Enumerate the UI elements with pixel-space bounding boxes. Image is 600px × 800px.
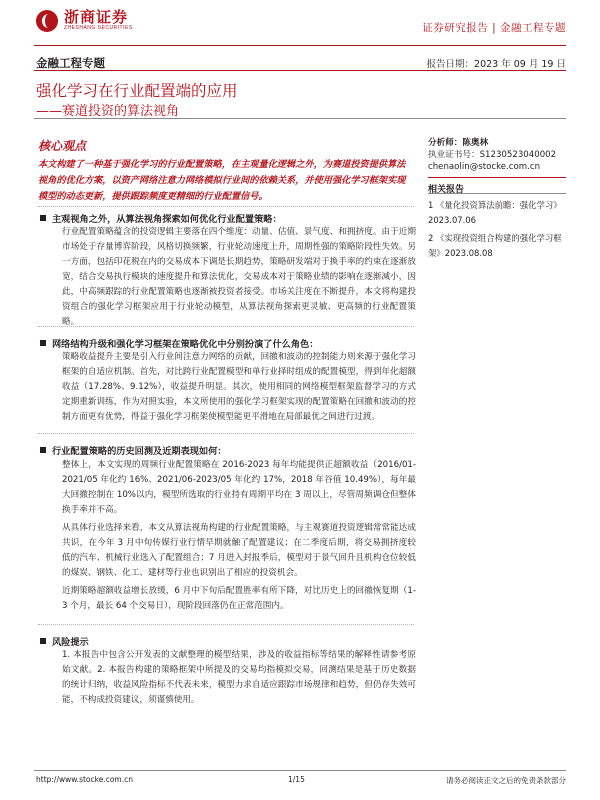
section-3-body-2: 从具体行业选择来看，本文从算法视角构建的行业配置策略，与主观赛道投资逻辑常常能达成共识，在今年 3 月中旬传媒行业行情早期就触了配置建议；在二季度后期，将交易拥挤度较低的汽车、机械行业选入了配置组合；7 月进入封报季后，模型对于景气回升且机构仓位较低的煤炭、钢铁、化工、建材等行业也识别出了相应的投资机会。 bbox=[62, 523, 416, 578]
page-header bbox=[0, 0, 600, 45]
footer-divider bbox=[34, 770, 566, 771]
related-divider bbox=[428, 193, 566, 194]
section-3-title: 行业配置策略的历史回测及近期表现如何： bbox=[40, 443, 227, 457]
logo-english-name: ZHESHANG SECURITIES bbox=[64, 25, 133, 31]
logo-name: 浙商证券 bbox=[64, 8, 129, 26]
related-report-item[interactable]: 2 《实现投资组合构建的强化学习框架》2023.08.08 bbox=[428, 233, 562, 258]
core-view-intro: 本文构建了一种基于强化学习的行业配置策略，在主观量化逻辑之外，为赛道投资提供算法视角的优化方案，以资产网络注意力网络模拟行业间的依赖关系，并使用强化学习框架实现模型的动态更新，提供跟踪频度更精细的行业配置信号。 bbox=[38, 159, 406, 202]
title-divider bbox=[34, 118, 566, 119]
section-3-body: 整体上，本文实现的周频行业配置策略在 2016-2023 每年均能提供正超额收益（2016/01-2021/05 年化约 16%、2021/06-2023/05 年化约 17%，2018 年谷值 10.49%），每年最大回撤控制在 10%以内，模型所选取的行业持有周期平均在 3 周以上，尽管周频调仓但整体换手率并不高。 bbox=[62, 460, 416, 515]
report-subtitle: ——赛道投资的算法视角 bbox=[36, 104, 180, 119]
company-logo bbox=[36, 9, 133, 39]
report-series: 证券研究报告 | 金融工程专题 bbox=[422, 22, 566, 34]
risk-body: 1. 本报告中包含公开发表的文献整理的模型结果，涉及的收益指标等结果的解释性请参考原始文献。2. 本报告构建的策略框架中所提及的交易均指模拟交易，回测结果是基于历史数据的统计归纳，收益风险指标不代表未来，模型力求自适应跟踪市场规律和趋势，但仍存失效可能，不构成投资建议，须谨慎使用。 bbox=[62, 650, 416, 705]
section-divider bbox=[38, 326, 414, 327]
report-title: 强化学习在行业配置端的应用 bbox=[36, 82, 238, 100]
report-type: 金融工程专题 bbox=[36, 56, 105, 70]
bullet-square-icon bbox=[40, 447, 46, 453]
title-block bbox=[34, 70, 566, 117]
analyst-info bbox=[428, 137, 568, 173]
section-divider bbox=[38, 624, 414, 625]
section-1-title: 主观视角之外，从算法视角探索如何优化行业配置策略： bbox=[40, 211, 282, 225]
analyst-email[interactable]: chenaolin@stocke.com.cn bbox=[428, 162, 541, 172]
related-report-item[interactable]: 1 《量化投资算法前瞻：强化学习》 2023.07.06 bbox=[428, 200, 562, 225]
section-1-body: 行业配置策略蕴含的投资逻辑主要落在四个维度：动量、估值、景气度、和拥挤度。由于近期市场处于存量博弈阶段，风格切换频繁，行业轮动速度上升，周期性强的策略阶段性失效。另一方面，包括印花税在内的交易成本下调是长期趋势，策略研发端对于换手率的约束在逐渐放宽，结合交易执行模块的速度提升和算法优化，交易成本对于策略业绩的影响在逐渐减小，因此，中高频跟踪的行业配置策略也逐渐被投资者接受。市场关注度在不断提升，本文将构建投资组合的强化学习框架应用于行业轮动模型，从算法视角探索更灵敏、更高频的行业配置策略。 bbox=[62, 227, 416, 327]
core-view-heading: 核心观点 bbox=[38, 139, 87, 153]
page-number: 1/15 bbox=[288, 775, 305, 784]
footer-disclaimer: 请务必阅读正文之后的免责条款部分 bbox=[446, 776, 566, 785]
analyst-label: 分析师： bbox=[428, 138, 463, 148]
report-date: 报告日期：2023 年 09 月 19 日 bbox=[426, 59, 566, 70]
section-2-title: 网络结构升级和强化学习框架在策略优化中分别扮演了什么角色： bbox=[40, 336, 318, 350]
bullet-square-icon bbox=[40, 638, 46, 644]
bullet-square-icon bbox=[40, 340, 46, 346]
section-divider bbox=[38, 433, 414, 434]
risk-title: 风险提示 bbox=[40, 634, 89, 648]
section-divider bbox=[38, 206, 414, 207]
bullet-square-icon bbox=[40, 215, 46, 221]
related-reports-list bbox=[428, 198, 568, 264]
analyst-license: 执业证书号：S1230523040002 bbox=[428, 150, 557, 160]
section-2-body: 策略收益提升主要是引入行业间注意力网络的贡献，回撤和波动的控制能力则来源于强化学习框架的自适应机制。首先，对比跨行业配置模型和单行业择时组成的配置模型，得到年化超额收益（17.28%、9.12%），收益提升明显。其次，使用相同的网络模型框架监督学习的方式定期重新训练，作为对照实验，本文所使用的强化学习框架实现的配置策略在回撤和波动的控制方面更有优势，得益于强化学习框架使模型能更平滑地在局部最优之间进行过渡。 bbox=[62, 352, 416, 422]
section-3-body-3: 近期策略超额收益增长放缓，6 月中下旬后配置胜率有所下降，对比历史上的回撤恢复期（1-3 个月，最长 64 个交易日），现阶段回落仍在正常范围内。 bbox=[62, 586, 416, 611]
analyst-name: 陈奥林 bbox=[462, 138, 489, 148]
header-divider bbox=[34, 45, 566, 46]
logo-icon bbox=[36, 10, 58, 32]
footer-website[interactable]: http://www.stocke.com.cn bbox=[36, 775, 133, 784]
related-reports-heading: 相关报告 bbox=[428, 180, 566, 195]
